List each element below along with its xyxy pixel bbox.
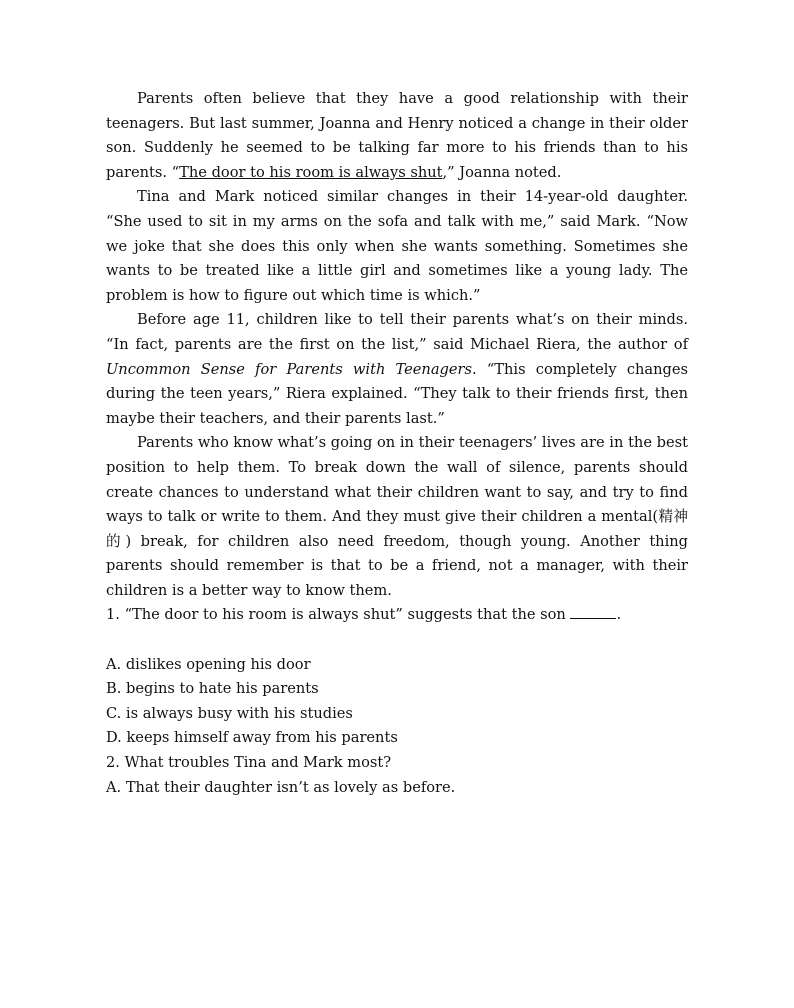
answer-blank: [570, 606, 616, 619]
question-1-stem: [106, 603, 688, 628]
spacer: [106, 628, 688, 653]
p1-underlined-quote: The door to his room is always shut: [179, 163, 443, 181]
p3-text-after: . “This completely changes during the teen years,” Riera explained. “They talk to their friends first, then maybe their teachers, and their parents last.”: [106, 360, 688, 427]
question-1-stem-end: .: [616, 606, 622, 624]
p1-text-after: ,” Joanna noted.: [442, 163, 562, 181]
paragraph-4: Parents who know what’s going on in their teenagers’ lives are in the best position to help them. To break down the wall of silence, parents should create chances to understand what their children want to say, and try to find ways to talk or write to them. And they must give their children a mental(精神的) break, for children also need freedom, though young. Another thing parents should remember is that to be a friend, not a manager, with their children is a better way to know them.: [106, 434, 688, 599]
question-1-option-a: A. dislikes opening his door: [106, 655, 311, 673]
paragraph-2: Tina and Mark noticed similar changes in their 14-year-old daughter. “She used to sit in my arms on the sofa and talk with me,” said Mark. “Now we joke that she does this only when she wants something. Sometimes she wants to be treated like a little girl and sometimes like a young lady. The problem is how to figure out which time is which.”: [106, 188, 688, 304]
question-1-option-b: B. begins to hate his parents: [106, 680, 319, 698]
paragraph-3: [106, 308, 688, 431]
p3-text-before: Before age 11, children like to tell their parents what’s on their minds. “In fact, parents are the first on the list,” said Michael Riera, the author of: [106, 311, 688, 353]
question-2-option-a: A. That their daughter isn’t as lovely as before.: [106, 778, 456, 796]
paragraph-1: [106, 87, 688, 185]
p1-text-before: Parents often believe that they have a good relationship with their teenagers. But last summer, Joanna and Henry noticed a change in their older son. Suddenly he seemed to be talking far more to his friends than to his parents. “: [106, 90, 688, 181]
question-1-option-d: D. keeps himself away from his parents: [106, 729, 398, 747]
question-2-stem: 2. What troubles Tina and Mark most?: [106, 754, 392, 772]
question-1-option-c: C. is always busy with his studies: [106, 704, 353, 722]
p3-book-title: Uncommon Sense for Parents with Teenagers: [106, 360, 472, 378]
document-body: [106, 87, 688, 800]
question-1-stem-text: 1. “The door to his room is always shut” suggests that the son: [106, 606, 566, 624]
